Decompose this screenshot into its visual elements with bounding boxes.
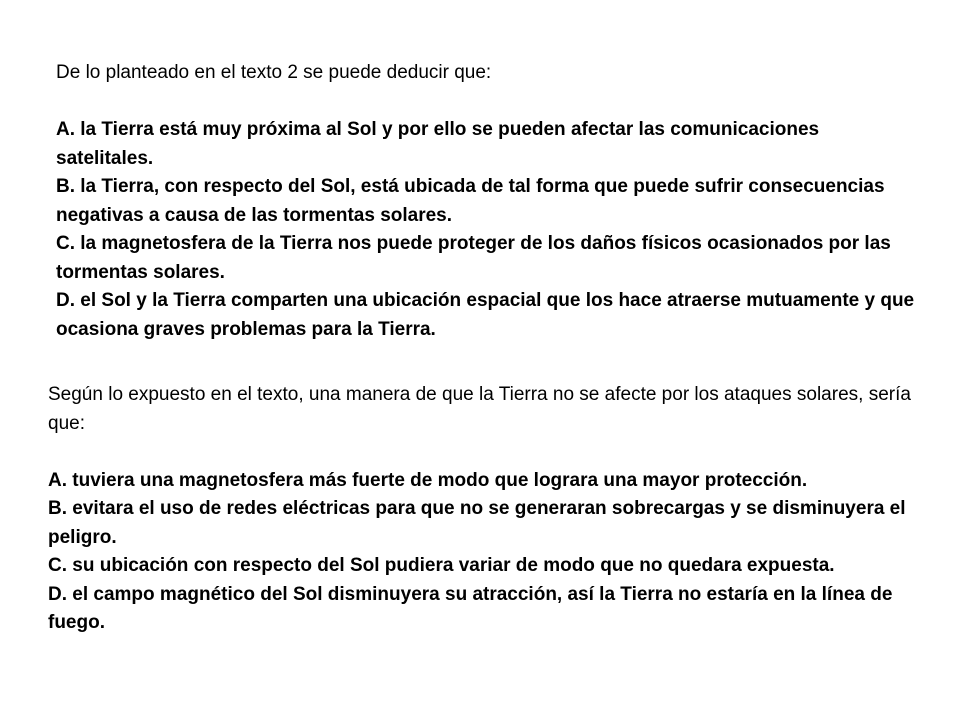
question-1-block (56, 59, 916, 344)
question-1-option-a: A. la Tierra está muy próxima al Sol y por ello se pueden afectar las comunicaciones satelitales. (56, 119, 820, 169)
question-1-prompt: De lo planteado en el texto 2 se puede deducir que: (56, 62, 492, 83)
question-1-spacer (56, 88, 916, 117)
question-1-option-b: B. la Tierra, con respecto del Sol, está ubicada de tal forma que puede sufrir consecuencias negativas a causa de las tormentas solares. (56, 176, 885, 226)
question-2-spacer (48, 438, 928, 467)
question-1-option-d: D. el Sol y la Tierra comparten una ubicación espacial que los hace atraerse mutuamente y que ocasiona graves problemas para la Tierra. (56, 290, 915, 340)
question-2-option-d: D. el campo magnético del Sol disminuyera su atracción, así la Tierra no estaría en la línea de fuego. (48, 583, 893, 633)
question-2-prompt: Según lo expuesto en el texto, una manera de que la Tierra no se afecte por los ataques solares, sería que: (48, 384, 911, 434)
question-1-option-c: C. la magnetosfera de la Tierra nos puede proteger de los daños físicos ocasionados por las tormentas solares. (56, 233, 891, 283)
question-2-option-b: B. evitara el uso de redes eléctricas para que no se generaran sobrecargas y se disminuyera el peligro. (48, 498, 906, 548)
question-2-block (48, 381, 928, 638)
question-2-option-c: C. su ubicación con respecto del Sol pudiera variar de modo que no quedara expuesta. (48, 555, 835, 576)
question-2-option-a: A. tuviera una magnetosfera más fuerte de modo que lograra una mayor protección. (48, 469, 808, 491)
